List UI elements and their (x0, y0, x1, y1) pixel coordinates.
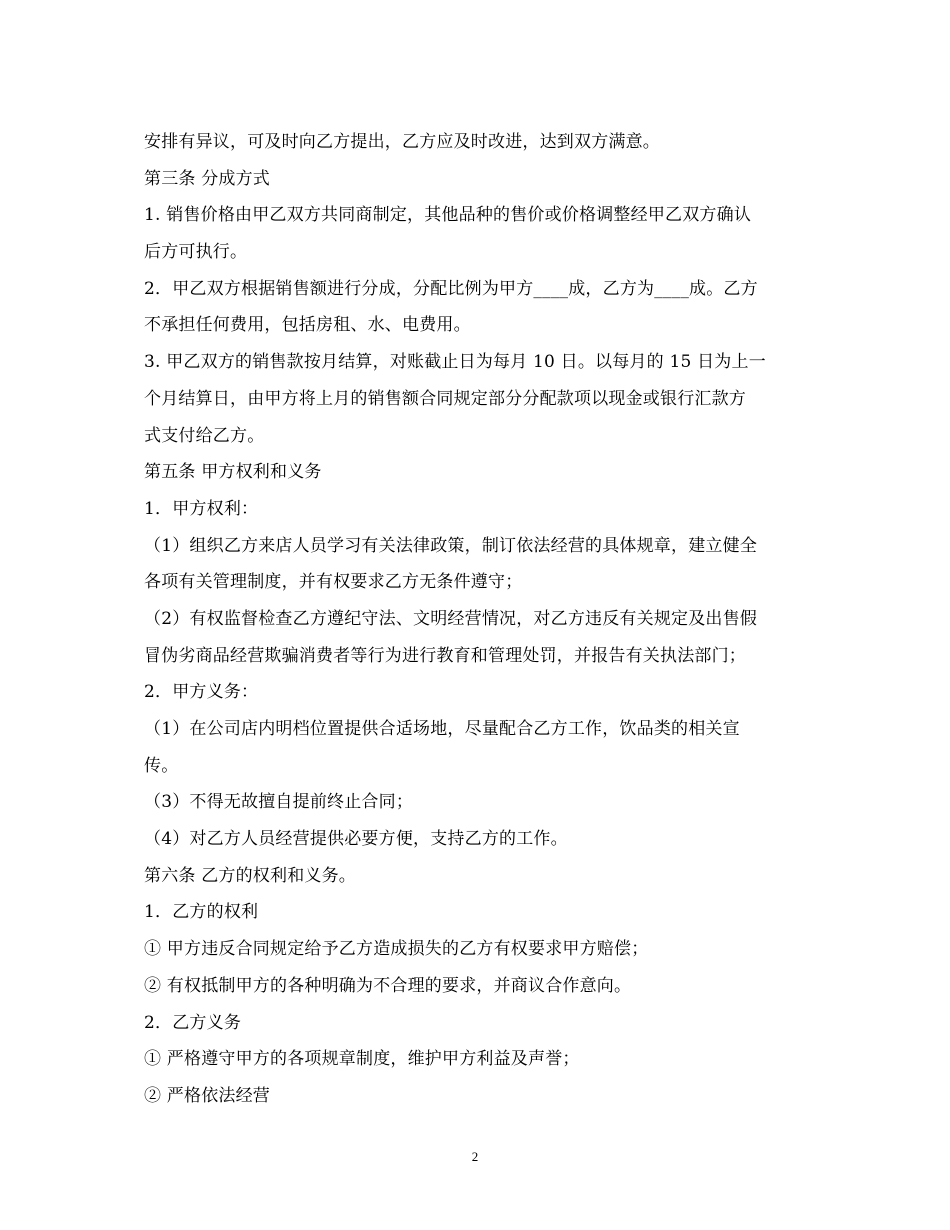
text-line: 各项有关管理制度，并有权要求乙方无条件遵守； (144, 572, 523, 593)
text-line: 3. 甲乙双方的销售款按月结算，对账截止日为每月 10 日。以每月的 15 日为上一 (144, 352, 766, 373)
text-line: 安排有异议，可及时向乙方提出，乙方应及时改进，达到双方满意。 (144, 132, 660, 152)
text-line: 式支付给乙方。 (144, 425, 265, 446)
text-line: 冒伪劣商品经营欺骗消费者等行为进行教育和管理处罚，并报告有关执法部门； (144, 645, 746, 666)
text-line: ② 严格依法经营 (144, 1085, 271, 1106)
subsection-heading: 1．甲方权利： (144, 498, 259, 519)
document-body (144, 124, 810, 1115)
text-line: ② 有权抵制甲方的各种明确为不合理的要求，并商议合作意向。 (144, 975, 632, 996)
subsection-heading: 2．甲方义务： (144, 682, 259, 703)
text-line: （1）在公司店内明档位置提供合适场地，尽量配合乙方工作，饮品类的相关宣 (144, 719, 740, 739)
text-line: （4）对乙方人员经营提供必要方便，支持乙方的工作。 (144, 829, 568, 850)
text-line: ① 严格遵守甲方的各项规章制度，维护甲方利益及声誉； (144, 1049, 580, 1070)
text-line: 1. 销售价格由甲乙双方共同商制定，其他品种的售价或价格调整经甲乙双方确认 (144, 205, 752, 226)
subsection-heading: 2．乙方义务 (144, 1012, 242, 1033)
text-line: 不承担任何费用，包括房租、水、电费用。 (144, 315, 471, 336)
text-line: 后方可执行。 (144, 242, 248, 263)
text-line: 传。 (144, 755, 179, 776)
text-line: 2．甲乙双方根据销售额进行分成，分配比例为甲方____成，乙方为____成。乙方 (144, 278, 758, 299)
page-number: 2 (471, 1149, 479, 1164)
text-line: （1）组织乙方来店人员学习有关法律政策，制订依法经营的具体规章，建立健全 (144, 535, 758, 556)
section-heading: 第三条 分成方式 (144, 168, 271, 189)
text-line: （3）不得无故擅自提前终止合同； (144, 792, 414, 813)
text-line: ① 甲方违反合同规定给予乙方造成损失的乙方有权要求甲方赔偿； (144, 939, 649, 960)
text-line: （2）有权监督检查乙方遵纪守法、文明经营情况，对乙方违反有关规定及出售假 (144, 608, 758, 629)
text-line: 个月结算日，由甲方将上月的销售额合同规定部分分配款项以现金或银行汇款方 (144, 388, 746, 409)
section-heading: 第六条 乙方的权利和义务。 (144, 865, 357, 886)
section-heading: 第五条 甲方权利和义务 (144, 462, 322, 483)
subsection-heading: 1．乙方的权利 (144, 902, 259, 923)
